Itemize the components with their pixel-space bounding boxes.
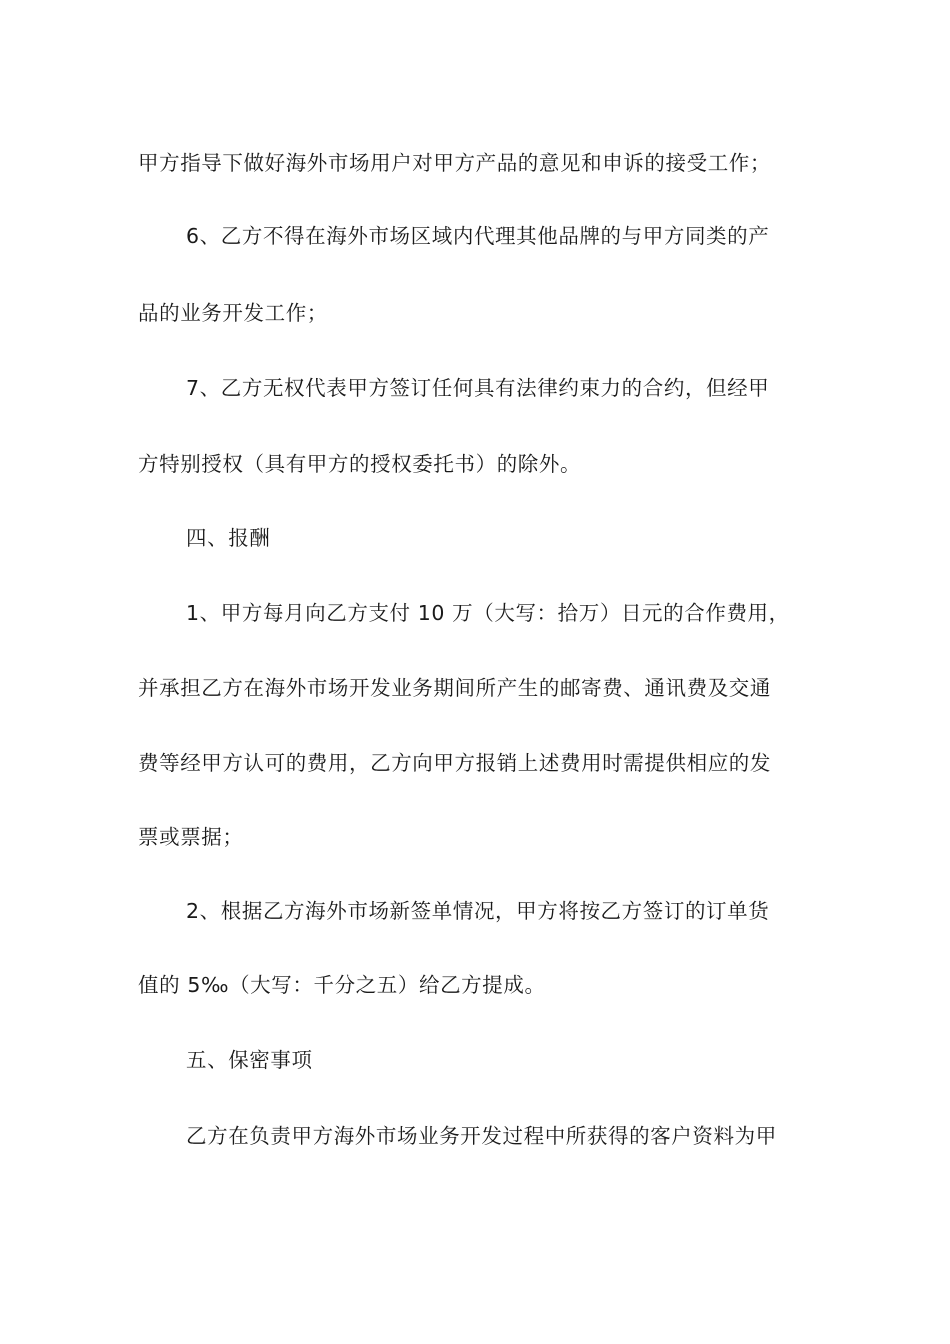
paragraph-line: 值的 5‰（大写：千分之五）给乙方提成。 [138, 973, 546, 997]
paragraph-line: 7、乙方无权代表甲方签订任何具有法律约束力的合约，但经甲 [186, 376, 770, 400]
paragraph-line: 并承担乙方在海外市场开发业务期间所产生的邮寄费、通讯费及交通 [138, 676, 771, 700]
section-heading: 五、保密事项 [186, 1048, 313, 1072]
section-heading: 四、报酬 [186, 526, 271, 550]
paragraph-line: 1、甲方每月向乙方支付 10 万（大写：拾万）日元的合作费用， [186, 601, 790, 625]
paragraph-line: 2、根据乙方海外市场新签单情况，甲方将按乙方签订的订单货 [186, 899, 770, 923]
paragraph-line: 票或票据； [138, 825, 244, 849]
paragraph-line: 方特别授权（具有甲方的授权委托书）的除外。 [138, 452, 582, 476]
paragraph-line: 品的业务开发工作； [138, 301, 328, 325]
paragraph-line: 6、乙方不得在海外市场区域内代理其他品牌的与甲方同类的产 [186, 224, 770, 248]
paragraph-line: 乙方在负责甲方海外市场业务开发过程中所获得的客户资料为甲 [186, 1124, 777, 1148]
paragraph-line: 甲方指导下做好海外市场用户对甲方产品的意见和申诉的接受工作； [138, 151, 771, 175]
paragraph-line: 费等经甲方认可的费用，乙方向甲方报销上述费用时需提供相应的发 [138, 751, 771, 775]
